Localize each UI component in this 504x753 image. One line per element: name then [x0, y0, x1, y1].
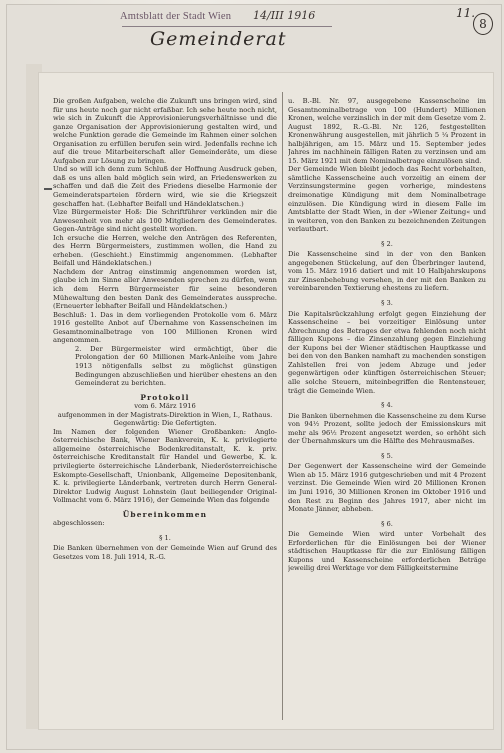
protocol-location: aufgenommen in der Magistrats-Direktion in Wien, I., Rathaus.: [57, 410, 273, 419]
resolution-2: 2. Der Bürgermeister wird ermächtigt, über die Prolongation der 60 Millionen Mark-Anleihe vom Jahre 1913 nötigenfalls selbst zu möglichst günstigen Bedingungen abzuschließen und hierüber ehestens an den Gemeinderat zu berichten.: [75, 344, 277, 388]
column-divider: [282, 92, 283, 720]
newspaper-stamp: Amtsblatt der Stadt Wien: [120, 11, 232, 22]
paragraph: Die Banken übernehmen die Kassenscheine zu dem Kurse von 94½ Prozent, sollte jedoch der Emissionskurs mit mehr als 96½ Prozent angesetzt werden, so erhöht sich der Übernahmskurs um die Hälfte des Mehrausmaßes.: [288, 411, 486, 446]
section-heading: § 1.: [159, 533, 171, 542]
handwritten-date: 14/III 1916: [253, 9, 316, 22]
paragraph: Nachdem der Antrag einstimmig angenommen worden ist, glaube ich im Sinne aller Anwesenden sprechen zu dürfen, wenn ich dem Herrn Bürgermeister für seine besonderen Mühewaltung den besten Dank des Gemeinderates ausspreche. (Erneuerter lebhafter Beifall und Händeklatschen.): [53, 267, 277, 311]
section-heading: § 3.: [381, 299, 393, 308]
paragraph: Die großen Aufgaben, welche die Zukunft uns bringen wird, sind für uns heute noch gar nicht erfaßbar. Ich sehe heute noch nicht, wie sich in Zukunft die Approvisionierungsverhältnisse und die ganze Organisation der Approvisionierung gestalten wird, und welche Funktion gerade die Gemeinde im Rahmen einer solchen Organisation zu erfüllen berufen sein wird. Jedenfalls rechne ich auf die treue Mitarbeiterschaft aller Gemeinderäte, um diese Aufgaben zur Lösung zu bringen.: [53, 97, 277, 165]
protocol-present: Gegenwärtig: Die Gefertigten.: [113, 419, 217, 428]
paragraph: Die Kapitalsrückzahlung erfolgt gegen Einziehung der Kassenscheine – bei vorzeitiger Einlösung unter Abrechnung des Betrages der etwa fehlenden noch nicht fälligen Kupons – die Zinsenzahlung gegen Einziehung der Kupons bei der Wiener städtischen Hauptkasse und bei den von den Banken namhaft zu machenden sonstigen Zahlstellen frei von jedem Abzuge und jeder gegenwärtigen oder künftigen österreichischen Steuer; alle solche Steuern, miteinbegriffen die Rentensteuer, trägt die Gemeinde Wien.: [288, 309, 486, 395]
paragraph: Im Namen der folgenden Wiener Großbanken: Anglo-österreichische Bank, Wiener Bankverein, K. k. privilegierte allgemeine österreichische Bodenkreditanstalt, K. k. priv. österreichische Kreditanstalt für Handel und Gewerbe, K. k. privilegierte österreichische Länderbank, Niederösterreichische Eskompte-Gesellschaft, Unionbank, Allgemeine Depositenbank, K. k. privilegierte Länderbank, vertreten durch Herrn General-Direktor Ludwig August Lohnstein (laut beiliegender Original-Vollmacht vom 6. März 1916), der Gemeinde Wien das folgende: [53, 427, 277, 505]
section-heading: § 5.: [381, 451, 393, 460]
paragraph: Und so will ich denn zum Schluß der Hoffnung Ausdruck geben, daß es uns allen bald möglich sein wird, an Friedenswerken zu schaffen und daß die Zeit des Friedens dieselbe Harmonie der Gemeinderatsparteien fördern wird, wie sie die Kriegszeit geschaffen hat. (Lebhafter Beifall und Händeklatschen.): [53, 165, 277, 208]
paragraph: Die Kassenscheine sind in der von den Banken angegebenen Stückelung, auf den Überbringer lautend, vom 15. März 1916 datiert und mit 10 Halbjahrskupons zur Zinsenbehebung versehen, in der mit den Banken zu vereinbarenden Textierung ehestens zu liefern.: [288, 250, 486, 293]
paragraph: abgeschlossen:: [53, 519, 105, 528]
archive-mark: 11.: [456, 6, 476, 20]
paragraph: Der Gemeinde Wien bleibt jedoch das Recht vorbehalten, sämtliche Kassenscheine auch vorzeitig an einem der Verzinsungstermine gegen vorherige, mindestens dreimonatige Kündigung mit dem Nominalbetrage einzulösen. Die Kündigung wird in diesem Falle im Amtsblatte der Stadt Wien, in der »Wiener Zeitung« und in weiteren, von den Banken zu bezeichnenden Zeitungen verlautbart.: [288, 165, 486, 234]
resolution-1: Beschluß: 1. Das in dem vorliegenden Protokolle vom 6. März 1916 gestellte Anbot auf Übernahme von Kassenscheinen im Gesamtnominalbetrage von 100 Millionen Kronen wird angenommen.: [53, 310, 277, 345]
stamp-underline: [122, 26, 332, 27]
handwritten-title: Gemeinderat: [150, 28, 287, 50]
paragraph: Ich ersuche die Herren, welche den Anträgen des Referenten, des Herrn Bürgermeisters, zustimmen wollen, die Hand zu erheben. (Geschieht.) Einstimmig angenommen. (Lebhafter Beifall und Händeklatschen.): [53, 233, 277, 268]
pen-mark: [44, 188, 52, 190]
section-heading: § 2.: [381, 239, 393, 248]
paragraph: Der Gegenwert der Kassenscheine wird der Gemeinde Wien ab 15. März 1916 gutgeschrieben und mit 4 Prozent verzinst. Die Gemeinde Wien wird 20 Millionen Kronen im Juni 1916, 30 Millionen Kronen im Oktober 1916 und den Rest zu Beginn des Jahres 1917, aber nicht im Monate Jänner, abheben.: [288, 462, 486, 514]
protocol-heading: Protokoll: [140, 392, 190, 402]
right-column: [288, 97, 486, 725]
protocol-date: vom 6. März 1916: [134, 402, 196, 411]
section-heading: § 6.: [381, 519, 393, 528]
paragraph: u. B.-Bl. Nr. 97, ausgegebene Kassenscheine im Gesamtnominalbetrage von 100 (Hundert) Millionen Kronen, welche verzinslich in der mit dem Gesetze vom 2. August 1892, R.-G.-Bl. Nr. 126, festgestellten Kronenwährung ausgestellen, mit jährlich 5 ¼ Prozent in halbjährigen, am 15. März und 15. September jedes Jahres im nachhinein fälligen Raten zu verzinsen und am 15. März 1921 mit dem Nominalbetrage einzulösen sind.: [288, 97, 486, 165]
paragraph: Vize Bürgermeister Hoß: Die Schriftführer verkünden mir die Anwesenheit von mehr als 100 Mitgliedern des Gemeinderates. Gegen-Anträge sind nicht gestellt worden.: [53, 208, 277, 234]
paragraph: Die Banken übernehmen von der Gemeinde Wien auf Grund des Gesetzes vom 18. Juli 1914, R.-G.: [53, 544, 277, 561]
section-heading: § 4.: [381, 401, 393, 410]
agreement-heading: Übereinkommen: [122, 509, 208, 519]
archive-circle-number: 8: [473, 13, 493, 35]
paragraph: Die Gemeinde Wien wird unter Vorbehalt des Erforderlichen für die Einlösungen bei der Wiener städtischen Hauptkasse für die zur Einlösung fälligen Kupons und Kassenscheine erforderlichen Beträge jeweilig drei Werktage vor dem Fälligkeitstermine: [288, 530, 486, 573]
left-column: [53, 97, 277, 725]
